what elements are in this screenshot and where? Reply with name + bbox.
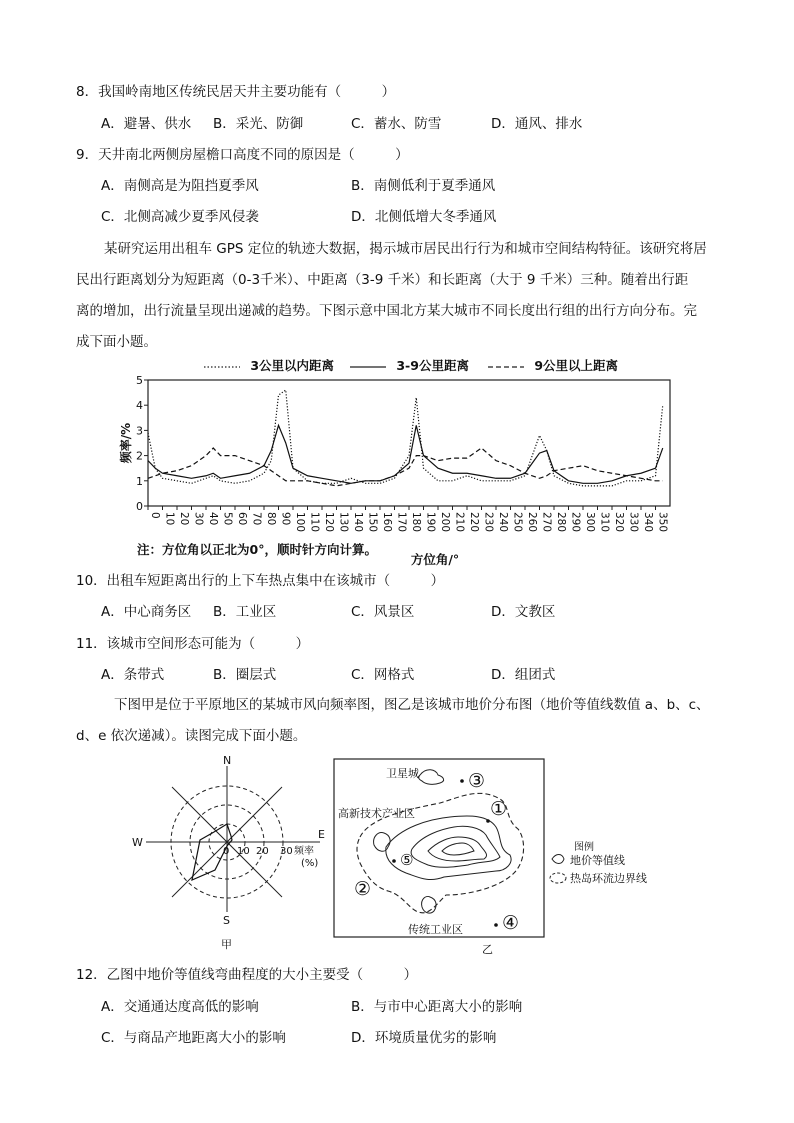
- map-frame: [334, 759, 544, 937]
- q10-option-d[interactable]: D．文教区: [491, 604, 556, 620]
- wind-rose-axes: [146, 766, 320, 912]
- passage-1-line: 民出行距离划分为短距离（0-3千米）、中距离（3-9 千米）和长距离（大于 9 千米）三种。随着出行距: [76, 272, 689, 288]
- legend-label-long: 9公里以上距离: [534, 358, 619, 373]
- legend-contour-icon: [552, 855, 564, 864]
- passage-1-line: 离的增加，出行流量呈现出递减的趋势。下图示意中国北方某大城市不同长度出行组的出行方向分布。完: [76, 303, 697, 319]
- land-price-map: [330, 757, 690, 957]
- series-line-1: [148, 390, 663, 486]
- east-label: E: [318, 828, 325, 841]
- q10-stem: 10．出租车短距离出行的上下车热点集中在该城市（ ）: [76, 573, 445, 589]
- passage-2-line: d、e 依次递减）。读图完成下面小题。: [76, 728, 307, 744]
- satellite-city-label: 卫星城: [386, 767, 419, 780]
- x-tick-label: 270: [540, 512, 553, 533]
- ring-tick-30: 30: [280, 846, 293, 857]
- q11-option-a[interactable]: A．条带式: [101, 667, 165, 683]
- x-tick-label: 260: [526, 512, 538, 533]
- x-tick-label: 70: [250, 512, 263, 526]
- passage-2: [76, 690, 726, 752]
- y-tick-label: 0: [136, 500, 143, 513]
- x-tick-label: 240: [497, 512, 509, 533]
- industry-zone-label: 传统工业区: [408, 923, 463, 936]
- hightech-zone-label: 高新技术产业区: [338, 807, 415, 820]
- x-tick-label: 330: [627, 512, 640, 533]
- marker-1: ①: [490, 798, 508, 820]
- q8-option-a[interactable]: A．避暑、供水: [101, 116, 192, 132]
- price-contour-b: [442, 843, 474, 855]
- price-contour-c: [428, 837, 487, 861]
- legend-item-long: [488, 356, 618, 378]
- legend-title: 图例: [574, 842, 594, 853]
- legend-item-short: [204, 356, 334, 378]
- ring-tick-0: 0: [223, 846, 230, 857]
- x-tick-label: 320: [613, 512, 625, 533]
- plot-frame: [148, 380, 670, 506]
- q12-option-b[interactable]: B．与市中心距离大小的影响: [351, 999, 523, 1015]
- legend-contour-label: 地价等值线: [570, 854, 625, 867]
- marker-2: ②: [354, 878, 372, 900]
- marker-3: ③: [468, 770, 486, 792]
- legend-heat-label: 热岛环流边界线: [570, 872, 647, 885]
- x-tick-label: 350: [656, 512, 669, 533]
- x-tick-label: 220: [468, 512, 480, 533]
- passage-1-line: 成下面小题。: [76, 334, 157, 350]
- hightech-contour: [374, 833, 390, 852]
- satellite-contour: [419, 770, 444, 785]
- x-tick-label: 100: [294, 512, 306, 533]
- x-tick-label: 280: [555, 512, 567, 533]
- y-tick-label: 3: [136, 424, 143, 438]
- x-tick-label: 230: [482, 512, 495, 533]
- q10-option-a[interactable]: A．中心商务区: [101, 604, 192, 620]
- y-tick-label: 5: [136, 376, 143, 387]
- q11-option-d[interactable]: D．组团式: [491, 667, 556, 683]
- x-tick-label: 290: [569, 512, 582, 533]
- legend-swatch-solid: [350, 362, 386, 372]
- passage-2-line: 下图甲是位于平原地区的某城市风向频率图，图乙是该城市地价分布图（地价等值线数值 a、b、c、: [114, 697, 710, 713]
- x-tick-label: 140: [352, 512, 364, 533]
- x-tick-label: 160: [381, 512, 393, 533]
- ring-tick-10: 10: [237, 846, 250, 857]
- chart-plot: [118, 376, 678, 566]
- y-axis-label: 频率/%: [119, 422, 133, 464]
- percent-unit: (%): [301, 858, 319, 869]
- x-tick-label: 300: [584, 512, 596, 533]
- x-tick-label: 30: [192, 512, 205, 526]
- y-tick-label: 2: [136, 449, 143, 463]
- legend-label-short: 3公里以内距离: [250, 358, 335, 373]
- q9-option-a[interactable]: A．南侧高是为阻挡夏季风: [101, 178, 259, 194]
- ring-tick-20: 20: [256, 846, 269, 857]
- marker-4: ④: [502, 912, 520, 934]
- frequency-label: 频率: [294, 846, 314, 857]
- x-tick-label: 0: [149, 512, 161, 519]
- x-tick-label: 40: [207, 512, 219, 526]
- x-tick-label: 120: [323, 512, 335, 533]
- legend-heat-icon: [550, 873, 566, 883]
- legend-swatch-dotted: [204, 362, 240, 372]
- x-tick-label: 50: [221, 512, 234, 526]
- x-tick-label: 340: [642, 512, 654, 533]
- x-tick-label: 20: [178, 512, 190, 526]
- q9-option-d[interactable]: D．北侧低增大冬季通风: [351, 209, 497, 225]
- fig-jia-caption: 甲: [221, 938, 232, 951]
- q12-option-c[interactable]: C．与商品产地距离大小的影响: [101, 1030, 286, 1046]
- q8-option-d[interactable]: D．通风、排水: [491, 116, 583, 132]
- passage-1: [76, 234, 726, 358]
- q10-option-c[interactable]: C．风景区: [351, 604, 415, 620]
- x-tick-label: 190: [424, 512, 437, 533]
- x-axis-label: 方位角/°: [410, 552, 460, 566]
- x-tick-label: 60: [236, 512, 248, 526]
- south-label: S: [223, 914, 230, 927]
- q11-option-b[interactable]: B．圈层式: [213, 667, 277, 683]
- q11-option-c[interactable]: C．网格式: [351, 667, 415, 683]
- q12-option-a[interactable]: A．交通通达度高低的影响: [101, 999, 259, 1015]
- chart-note: 注：方位角以正北为0°，顺时针方向计算。: [137, 542, 377, 557]
- marker-5: ⑤: [400, 851, 414, 869]
- x-tick-label: 10: [163, 512, 176, 526]
- q11-stem: 11．该城市空间形态可能为（ ）: [76, 636, 310, 652]
- north-label: N: [223, 754, 232, 767]
- q9-option-b[interactable]: B．南侧低利于夏季通风: [351, 178, 496, 194]
- x-tick-label: 110: [308, 512, 321, 533]
- legend-label-mid: 3-9公里距离: [396, 358, 469, 373]
- q12-option-d[interactable]: D．环境质量优劣的影响: [351, 1030, 497, 1046]
- q10-option-b[interactable]: B．工业区: [213, 604, 277, 620]
- x-tick-label: 200: [439, 512, 451, 533]
- q8-option-b[interactable]: B．采光、防御: [213, 116, 304, 132]
- legend-swatch-dashed: [488, 362, 524, 372]
- x-tick-label: 170: [395, 512, 408, 533]
- x-tick-label: 80: [265, 512, 277, 526]
- y-tick-label: 1: [136, 474, 143, 488]
- west-label: W: [132, 836, 143, 849]
- q12-stem: 12．乙图中地价等值线弯曲程度的大小主要受（ ）: [76, 967, 418, 983]
- wind-rose-figure: [120, 752, 330, 952]
- q8-option-c[interactable]: C．蓄水、防雪: [351, 116, 442, 132]
- x-tick-label: 150: [366, 512, 379, 533]
- x-tick-label: 180: [410, 512, 422, 533]
- x-tick-label: 310: [598, 512, 611, 533]
- price-contour-e: [386, 816, 511, 880]
- q8-stem: 8．我国岭南地区传统民居天井主要功能有（ ）: [76, 84, 396, 100]
- direction-frequency-chart: [118, 356, 678, 568]
- x-tick-label: 210: [453, 512, 466, 533]
- passage-1-line: 某研究运用出租车 GPS 定位的轨迹大数据，揭示城市居民出行行为和城市空间结构特征。该研究将居: [104, 241, 707, 257]
- series-line-2: [148, 425, 663, 483]
- legend-item-mid: [350, 356, 469, 378]
- q9-option-c[interactable]: C．北侧高减少夏季风侵袭: [101, 209, 259, 225]
- fig-yi-caption: 乙: [482, 943, 493, 956]
- x-tick-label: 250: [511, 512, 524, 533]
- x-tick-label: 130: [337, 512, 350, 533]
- x-tick-label: 90: [279, 512, 292, 526]
- y-tick-label: 4: [136, 399, 143, 413]
- q9-stem: 9．天井南北两侧房屋檐口高度不同的原因是（ ）: [76, 147, 409, 163]
